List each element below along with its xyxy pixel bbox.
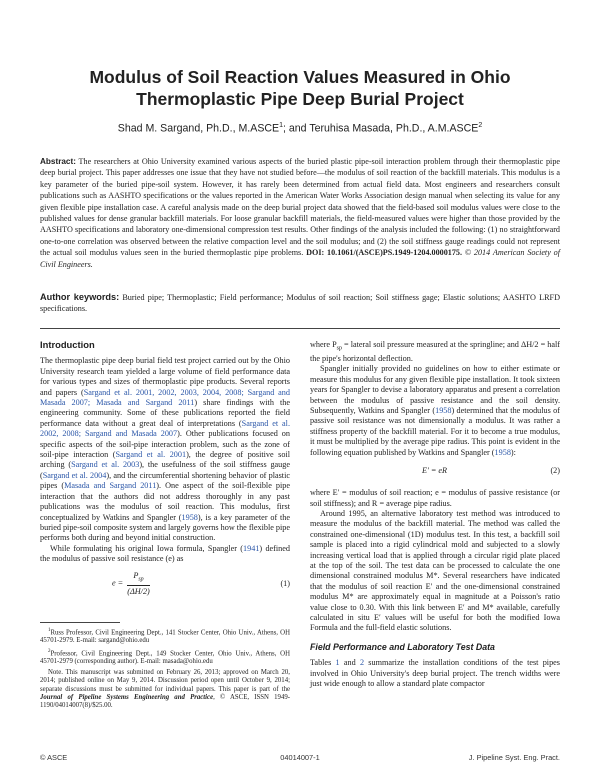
equation-2	[310, 466, 560, 480]
table-link[interactable]: 2	[359, 658, 365, 668]
abstract	[40, 156, 560, 270]
field-performance-heading: Field Performance and Laboratory Test Data	[310, 641, 495, 652]
equation-1	[40, 570, 290, 600]
citation-link[interactable]: 1958	[181, 512, 198, 522]
author-line	[40, 122, 560, 135]
title-line-2: Thermoplastic Pipe Deep Burial Project	[136, 89, 464, 109]
citation-link[interactable]: Sargand et al. 2001	[115, 450, 187, 460]
citation-link[interactable]: 1958	[494, 447, 511, 457]
citation-link[interactable]: Sargand et al. 2003	[71, 460, 140, 470]
abstract-text: The researchers at Ohio University examined various aspects of the buried plastic pipe-soil interaction problem through their thermoplastic pipe deep burial project. This paper addresses one issue that they have not studied before—the modulus of soil reaction of the backfill materials. This modulus is a key parameter of the buried pipe-soil system. However, it has rarely been determined from actual field data. Most engineers and researchers consult publications such as AASHTO specifications or the values reported in the American Water Works Association design manual when selecting its value for any given flexible pipe installation case. A careful analysis made on the deep burial project data showed that the field-based soil modulus values were close to the published values for dense granular backfill materials. For loose granular backfill materials, the field-measured values were higher than those provided by the AASHTO specifications and laboratory one-dimensional compression test results. Other findings of the analysis included the following: (1) no straightforward one-to-one correlation was observed between the relative compaction level and the soil modulus; and (2) the soil stiffness gauge readings could not represent the actual soil modulus values seen in the buried thermoplastic pipe problems.	[40, 157, 560, 258]
footer-page-id: 04014007-1	[280, 753, 320, 762]
where-clause-2: where E′ = modulus of soil reaction; e = modulus of passive resistance (or soil stiffness); and R = average pipe radius.	[310, 488, 560, 508]
keywords-text: Buried pipe; Thermoplastic; Field performance; Modulus of soil reaction; Soil stiffness gage; Elastic solutions; AASHTO LRFD specifications.	[40, 293, 560, 314]
author-1-sup: 1	[279, 122, 284, 129]
footnote-1: $^1$Russ Professor, Civil Engineering Dept., 141 Stocker Center, Ohio Univ., Athens, OH 45701-2979. E-mail: sargand@ohio.edu	[40, 627, 290, 645]
citation-link[interactable]: Sargand et al. 2001, 2002, 2003, 2004, 2008; Sargand and Masada 2007; Masada and Sargand 2011	[40, 387, 290, 408]
body-paragraph: Tables 1 and 2 summarize the installation conditions of the test pipes involved in Ohio University's deep burial project. The trench widths were just wide enough to allow a standard plate compactor	[310, 658, 560, 689]
intro-paragraph-2: While formulating his original Iowa formula, Spangler (1941) defined the modulus of passive soil resistance (e) as	[40, 543, 290, 564]
title-line-1: Modulus of Soil Reaction Values Measured in Ohio	[89, 67, 511, 87]
equation-2-body: E′ = eR	[422, 466, 448, 476]
footer-journal: J. Pipeline Syst. Eng. Pract.	[468, 753, 560, 762]
equation-2-number: (2)	[550, 466, 560, 476]
table-link[interactable]: 1	[335, 658, 340, 668]
footnote-divider	[40, 622, 120, 623]
citation-link[interactable]: 1941	[243, 543, 260, 553]
author-1: Shad M. Sargand, Ph.D., M.ASCE	[117, 122, 280, 135]
abstract-copyright: © 2014 American Society of Civil Engineers.	[40, 248, 560, 269]
abstract-label: Abstract:	[40, 157, 76, 166]
equation-1-number: (1)	[280, 578, 290, 588]
intro-paragraph-1: The thermoplastic pipe deep burial field test project carried out by the Ohio University research team yielded a large volume of field performance data for various types and sizes of thermoplastic pipe products. Several reports and papers (Sargand et al. 2001, 2002, 2003, 2004, 2008; Sargand and Masada 2007; Masada and Sargand 2011) share findings with the engineering community. Some of these publications reported the field performance data without a great deal of interpretations (Sargand et al. 2002, 2008; Sargand and Masada 2007). Other publications focused on specific aspects of the soil-pipe interaction problem, such as the zone of soil-pipe interaction (Sargand et al. 2001), the degree of positive soil arching (Sargand et al. 2003), the usefulness of the soil stiffness gauge (Sargand et al. 2004), and the circumferential shortening behavior of plastic pipes (Masada and Sargand 2011). One aspect of the soil-flexible pipe interaction that the authors did not address thoroughly in any past publications was the modulus of soil reaction. This modulus, first conceptualized by Watkins and Spangler (1958), is a key parameter of the buried pipe-soil composite system and largely governs how the flexible pipe performs both during and beyond initial construction.	[40, 356, 291, 543]
author-2-sup: 2	[478, 122, 483, 129]
author-2: ; and Teruhisa Masada, Ph.D., A.M.ASCE	[283, 122, 479, 135]
equation-1-fraction: $\frac{P_{sp}}{(\Delta H/2)}$	[127, 570, 150, 597]
submission-note: Note. This manuscript was submitted on February 26, 2013; approved on March 20, 2014; published online on May 9, 2014. Discussion period open until October 9, 2014; separate discussions must be submitted for individual papers. This paper is part of the Journal of Pipeline Systems Engineering and Practice, © ASCE, ISSN 1949-1190/04014007(8)/$25.00.	[40, 668, 291, 710]
citation-link[interactable]: Sargand et al. 2004	[42, 470, 107, 480]
citation-link[interactable]: Sargand et al. 2002, 2008; Sargand and Masada 2007	[40, 418, 290, 439]
author-keywords	[40, 292, 560, 315]
where-clause-1: where $P_{sp}$ = lateral soil pressure measured at the springline; and ΔH/2 = half the pipe's horizontal deflection.	[310, 340, 560, 364]
body-paragraph: Around 1995, an alternative laboratory test method was introduced to measure the modulus of the backfill material. The method was called the constrained one-dimensional (1D) modulus test. In this test, a backfill soil sample is placed into a rigid cylindrical mold and subjected to a slowly increasing vertical load that is applied through a circular rigid plate placed at the top of the soil. The test data can be processed to calculate the one dimensional constrained modulus M*. Several researchers have indicated that the modulus of soil reaction E′ and the one-dimensional constrained modulus M* are approximately equal in magnitude at a Poisson's ratio value close to 0.30. With this link between E′ and M* available, carefully calculated in situ E′ values will be useful for both the modified Iowa Formula and the full-field elastic solutions.	[310, 508, 560, 633]
citation-link[interactable]: 1958	[435, 406, 452, 416]
right-column	[310, 340, 560, 689]
citation-link[interactable]: Masada and Sargand 2011	[64, 481, 157, 491]
footer-copyright: © ASCE	[40, 753, 68, 762]
introduction-heading: Introduction	[40, 339, 95, 350]
keywords-label: Author keywords:	[40, 292, 120, 302]
body-paragraph: Spangler initially provided no guidelines on how to either estimate or measure this modulus for any given flexible pipe installation. It took sixteen years for Spangler to devise a laboratory apparatus and present a correlation between the modulus of passive resistance and the soil density. Subsequently, Watkins and Spangler (1958) determined that the modulus of passive soil resistance was not dimensionally a modulus. It was rather a stiffness property of the backfill material. For it to become a true modulus, it must be multiplied by the average pipe radius. This point is evident in the following equation published by Watkins and Spangler (1958):	[310, 364, 560, 457]
footnote-2: $^2$Professor, Civil Engineering Dept., 149 Stocker Center, Ohio Univ., Athens, OH 45701-2979 (corresponding author). E-mail: masada@ohio.edu	[40, 648, 290, 666]
paper-title	[40, 66, 560, 110]
doi-link[interactable]: DOI: 10.1061/(ASCE)PS.1949-1204.0000175.	[306, 248, 463, 258]
section-divider	[40, 328, 560, 329]
left-column	[40, 340, 290, 713]
equation-1-lhs: e =	[112, 578, 124, 588]
